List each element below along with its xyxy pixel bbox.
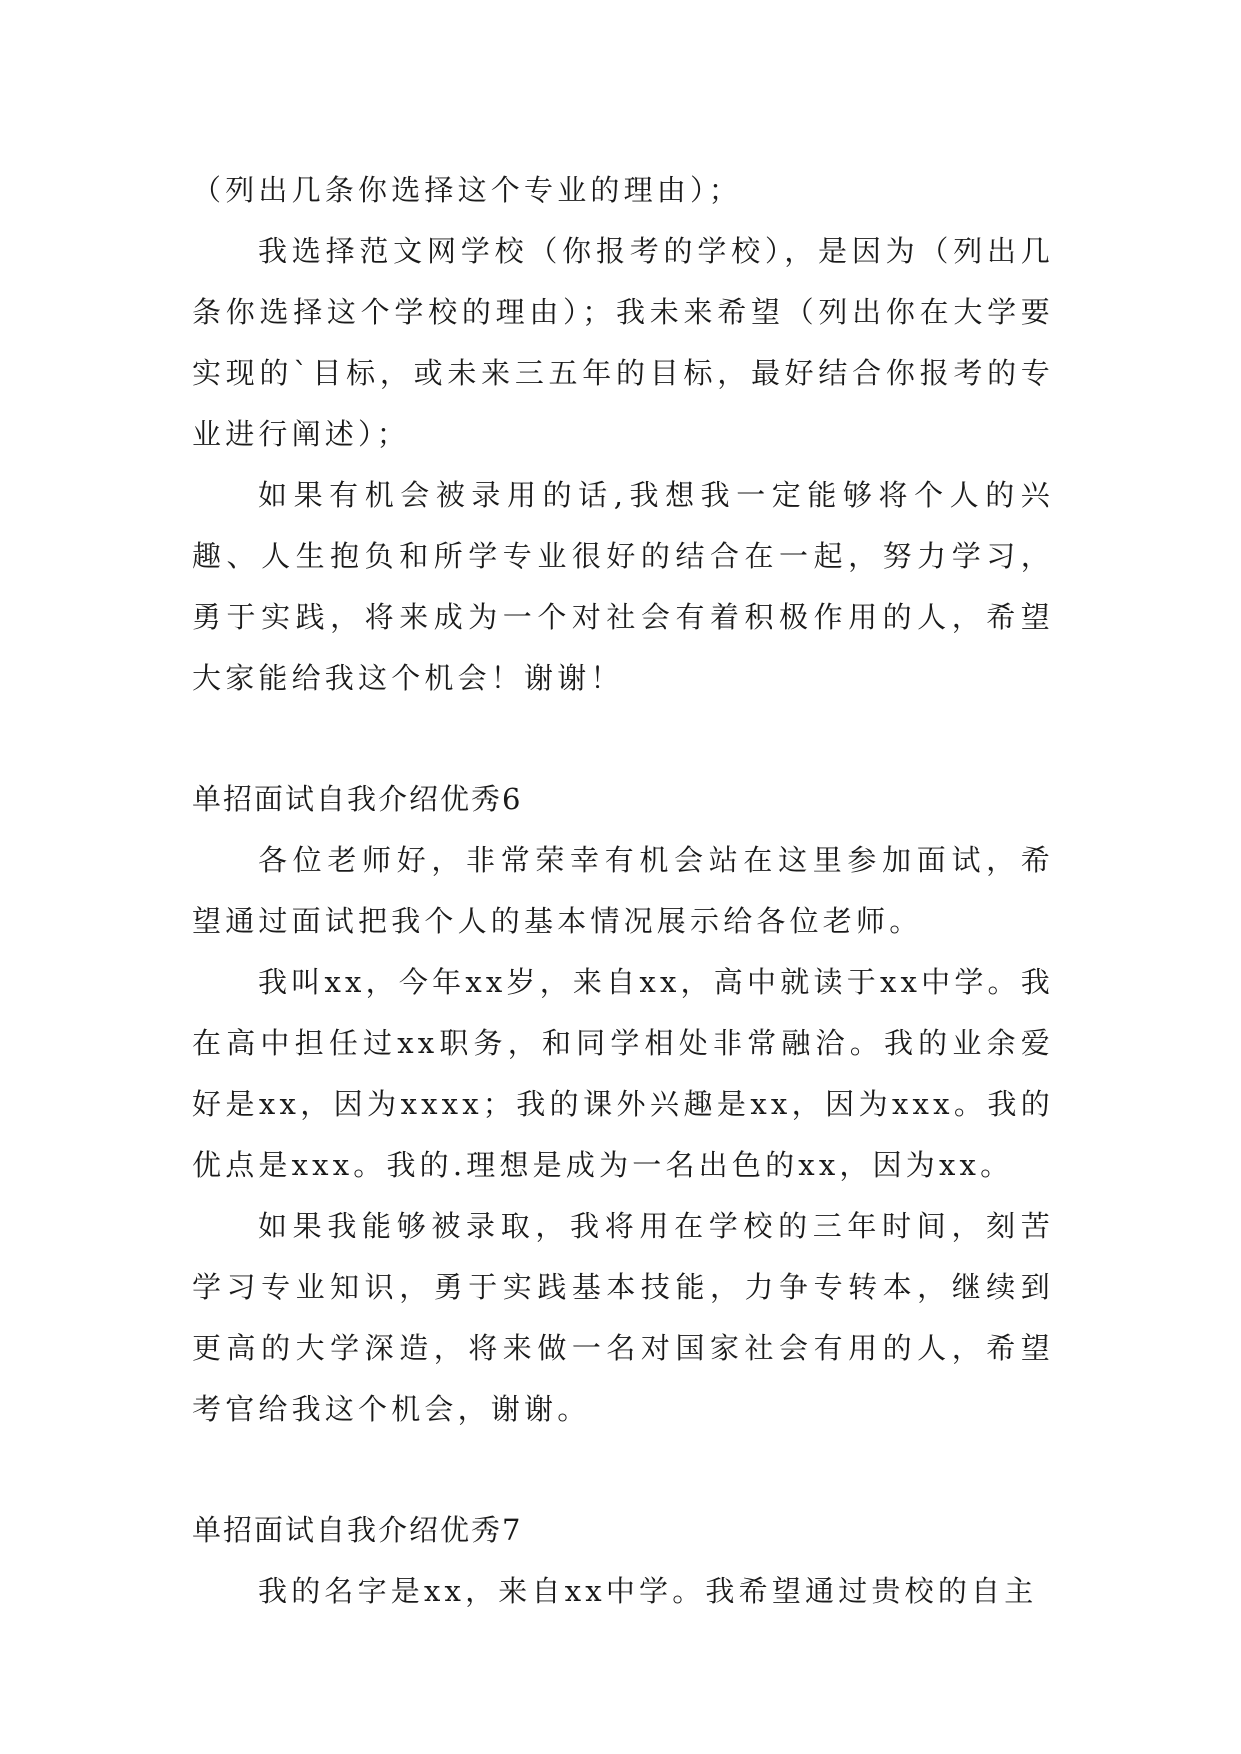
paragraph-school-choice: 我选择范文网学校（你报考的学校），是因为（列出几条你选择这个学校的理由）；我未来希望（列出你在大学要实现的`目标，或未来三五年的目标，最好结合你报考的专业进行阐述）； — [192, 234, 1054, 451]
paragraph-introduction-start: 我的名字是xx，来自xx中学。我希望通过贵校的自主 — [258, 1574, 1038, 1608]
paragraph-major-reasons: （列出几条你选择这个专业的理由）； — [192, 173, 742, 207]
paragraph-closing-hope: 如果有机会被录用的话,我想我一定能够将个人的兴趣、人生抱负和所学专业很好的结合在一起，努力学习，勇于实践，将来成为一个对社会有着积极作用的人，希望大家能给我这个机会！谢谢！ — [192, 478, 1054, 695]
section-heading-6: 单招面试自我介绍优秀6 — [192, 782, 523, 816]
section-spacer — [192, 709, 1054, 769]
paragraph-personal-info: 我叫xx，今年xx岁，来自xx，高中就读于xx中学。我在高中担任过xx职务，和同学相处非常融洽。我的业余爱好是xx，因为xxxx；我的课外兴趣是xx，因为xxx。我的优点是xxx。我的.理想是成为一名出色的xx，因为xx。 — [192, 965, 1054, 1182]
paragraph-admission-plan: 如果我能够被录取，我将用在学校的三年时间，刻苦学习专业知识，勇于实践基本技能，力争专转本，继续到更高的大学深造，将来做一名对国家社会有用的人，希望考官给我这个机会，谢谢。 — [192, 1209, 1054, 1426]
section-heading-7: 单招面试自我介绍优秀7 — [192, 1513, 523, 1547]
paragraph-greeting: 各位老师好，非常荣幸有机会站在这里参加面试，希望通过面试把我个人的基本情况展示给各位老师。 — [192, 843, 1054, 938]
document-body — [192, 160, 1054, 1622]
section-spacer — [192, 1440, 1054, 1500]
